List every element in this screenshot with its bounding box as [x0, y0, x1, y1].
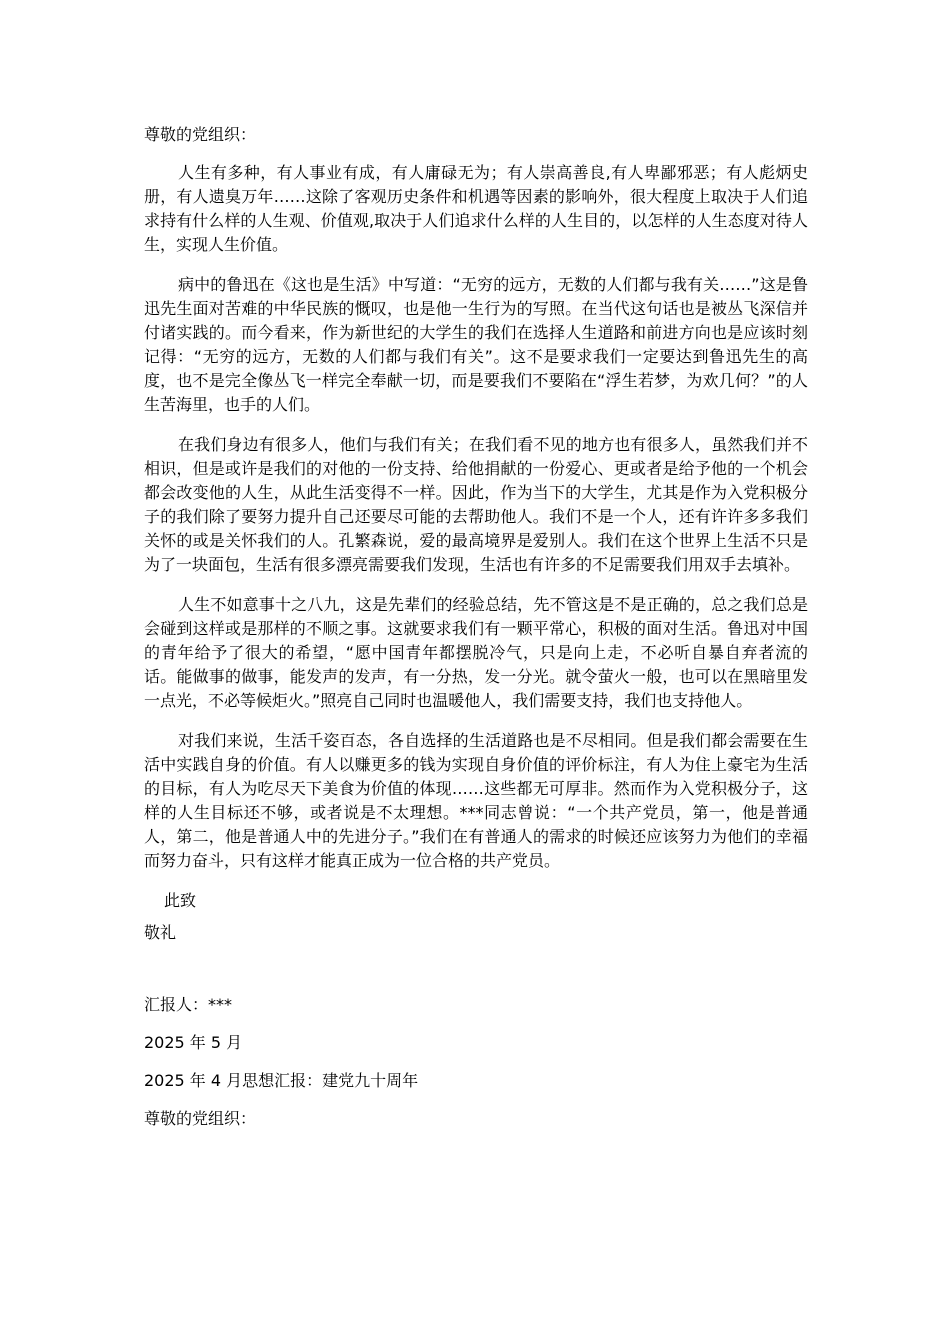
body-paragraph-1: 人生有多种，有人事业有成，有人庸碌无为；有人崇高善良,有人卑鄙邪恶；有人彪炳史册，有人遗臭万年……这除了客观历史条件和机遇等因素的影响外，很大程度上取决于人们追求持有什么样的人生观、价值观,取决于人们追求什么样的人生目的，以怎样的人生态度对待人生，实现人生价值。	[144, 163, 808, 254]
date-line: 2025 年 5 月	[144, 1033, 243, 1052]
body-paragraph-3: 在我们身边有很多人，他们与我们有关；在我们看不见的地方也有很多人，虽然我们并不相识，但是或许是我们的对他的一份支持、给他捐献的一份爱心、更或者是给予他的一个机会都会改变他的人生，从此生活变得不一样。因此，作为当下的大学生，尤其是作为入党积极分子的我们除了要努力提升自己还要尽可能的去帮助他人。我们不是一个人，还有许许多多我们关怀的或是关怀我们的人。孔繁森说，爱的最高境界是爱别人。我们在这个世界上生活不只是为了一块面包，生活有很多漂亮需要我们发现，生活也有许多的不足需要我们用双手去填补。	[144, 435, 808, 574]
next-salutation: 尊敬的党组织：	[144, 1109, 257, 1128]
body-paragraph-4: 人生不如意事十之八九，这是先辈们的经验总结，先不管这是不是正确的，总之我们总是会碰到这样或是那样的不顺之事。这就要求我们有一颗平常心，积极的面对生活。鲁迅对中国的青年给予了很大的希望，“愿中国青年都摆脱冷气，只是向上走，不必听自暴自弃者流的话。能做事的做事，能发声的发声，有一分热，发一分光。就令萤火一般，也可以在黑暗里发一点光，不必等候炬火。”照亮自己同时也温暖他人，我们需要支持，我们也支持他人。	[144, 595, 808, 710]
next-report-title: 2025 年 4 月思想汇报：建党九十周年	[144, 1071, 419, 1090]
document-page	[144, 123, 808, 1131]
closing-ci-zhi: 此致	[164, 891, 197, 910]
body-paragraph-2: 病中的鲁迅在《这也是生活》中写道：“无穷的远方，无数的人们都与我有关……”这是鲁迅先生面对苦难的中华民族的慨叹，也是他一生行为的写照。在当代这句话也是被丛飞深信并付诸实践的。而今看来，作为新世纪的大学生的我们在选择人生道路和前进方向也是应该时刻记得：“无穷的远方，无数的人们都与我们有关”。这不是要求我们一定要达到鲁迅先生的高度，也不是完全像丛飞一样完全奉献一切，而是要我们不要陷在“浮生若梦，为欢几何？”的人生苦海里，也手的人们。	[144, 275, 808, 414]
reporter-line: 汇报人：***	[144, 995, 233, 1014]
salutation: 尊敬的党组织：	[144, 125, 257, 144]
signature-spacer	[144, 945, 808, 993]
closing-jing-li: 敬礼	[144, 923, 177, 942]
body-paragraph-5: 对我们来说，生活千姿百态，各自选择的生活道路也是不尽相同。但是我们都会需要在生活中实践自身的价值。有人以赚更多的钱为实现自身价值的评价标注，有人为住上豪宅为生活的目标，有人为吃尽天下美食为价值的体现……这些都无可厚非。然而作为入党积极分子，这样的人生目标还不够，或者说是不太理想。***同志曾说：“一个共产党员，第一，他是普通人，第二，他是普通人中的先进分子。”我们在有普通人的需求的时候还应该努力为他们的幸福而努力奋斗，只有这样才能真正成为一位合格的共产党员。	[144, 731, 808, 870]
